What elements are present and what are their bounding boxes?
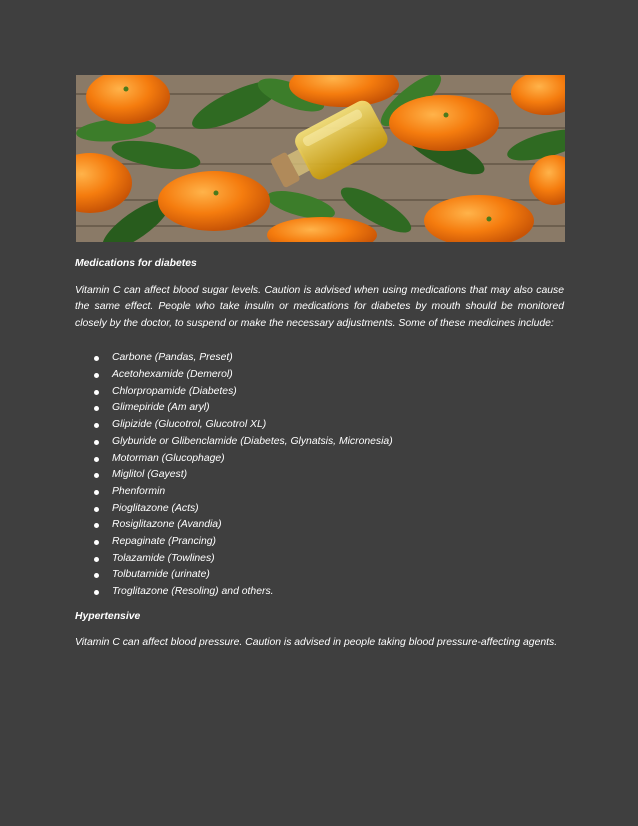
list-item — [75, 367, 564, 384]
hypertensive-paragraph: Vitamin C can affect blood pressure. Caution is advised in people taking blood pressure-affecting agents. — [75, 637, 558, 649]
list-item — [75, 584, 564, 601]
list-item — [75, 451, 564, 468]
list-item-text: Troglitazone (Resoling) and others. — [112, 586, 274, 597]
bullet-icon — [94, 473, 99, 478]
list-item — [75, 417, 564, 434]
document-body — [75, 256, 564, 652]
hero-image — [76, 75, 565, 242]
list-item — [75, 501, 564, 518]
list-item-text: Glipizide (Glucotrol, Glucotrol XL) — [112, 419, 267, 431]
list-item-text: Rosiglitazone (Avandia) — [112, 519, 222, 531]
list-item — [75, 434, 564, 451]
bullet-icon — [94, 523, 99, 528]
diabetes-paragraph: Vitamin C can affect blood sugar levels. Caution is advised when using medications that may also cause the same effect. People who take insulin or medications for diabetes by mouth should be monitored closely by the doctor, to suspend or make the necessary adjustments. Some of these medicines include: — [75, 284, 564, 329]
mandarins-and-oil-illustration — [76, 75, 565, 242]
bullet-icon — [94, 590, 99, 595]
bullet-icon — [94, 390, 99, 395]
list-item — [75, 467, 564, 484]
list-item-text: Repaginate (Prancing) — [112, 535, 216, 547]
list-item — [75, 384, 564, 401]
bullet-icon — [94, 373, 99, 378]
bullet-icon — [94, 490, 99, 495]
list-item-text: Tolazamide (Towlines) — [112, 552, 215, 564]
list-item — [75, 567, 564, 584]
bullet-icon — [94, 423, 99, 428]
section-heading-diabetes: Medications for diabetes — [75, 258, 197, 269]
list-item-text: Motorman (Glucophage) — [112, 452, 225, 464]
list-item-text: Miglitol (Gayest) — [112, 469, 188, 481]
list-item — [75, 551, 564, 568]
list-item-text: Glyburide or Glibenclamide (Diabetes, Glynatsis, Micronesia) — [112, 435, 393, 447]
bullet-icon — [94, 557, 99, 562]
bullet-icon — [94, 507, 99, 512]
bullet-icon — [94, 356, 99, 361]
list-item-text: Chlorpropamide (Diabetes) — [112, 385, 237, 397]
list-item-text: Glimepiride (Am aryl) — [112, 402, 210, 414]
list-item — [75, 534, 564, 551]
list-item-text: Tolbutamide (urinate) — [112, 569, 210, 581]
list-item-text: Pioglitazone (Acts) — [112, 502, 199, 514]
list-item-text: Carbone (Pandas, Preset) — [112, 352, 233, 364]
list-item — [75, 350, 564, 367]
list-item — [75, 517, 564, 534]
medication-list — [75, 350, 564, 600]
bullet-icon — [94, 573, 99, 578]
bullet-icon — [94, 406, 99, 411]
bullet-icon — [94, 440, 99, 445]
list-item-text: Acetohexamide (Demerol) — [112, 369, 233, 381]
bullet-icon — [94, 457, 99, 462]
list-item-text: Phenformin — [112, 485, 166, 497]
list-item — [75, 400, 564, 417]
bullet-icon — [94, 540, 99, 545]
list-item — [75, 484, 564, 501]
section-heading-hypertensive: Hypertensive — [75, 610, 141, 622]
